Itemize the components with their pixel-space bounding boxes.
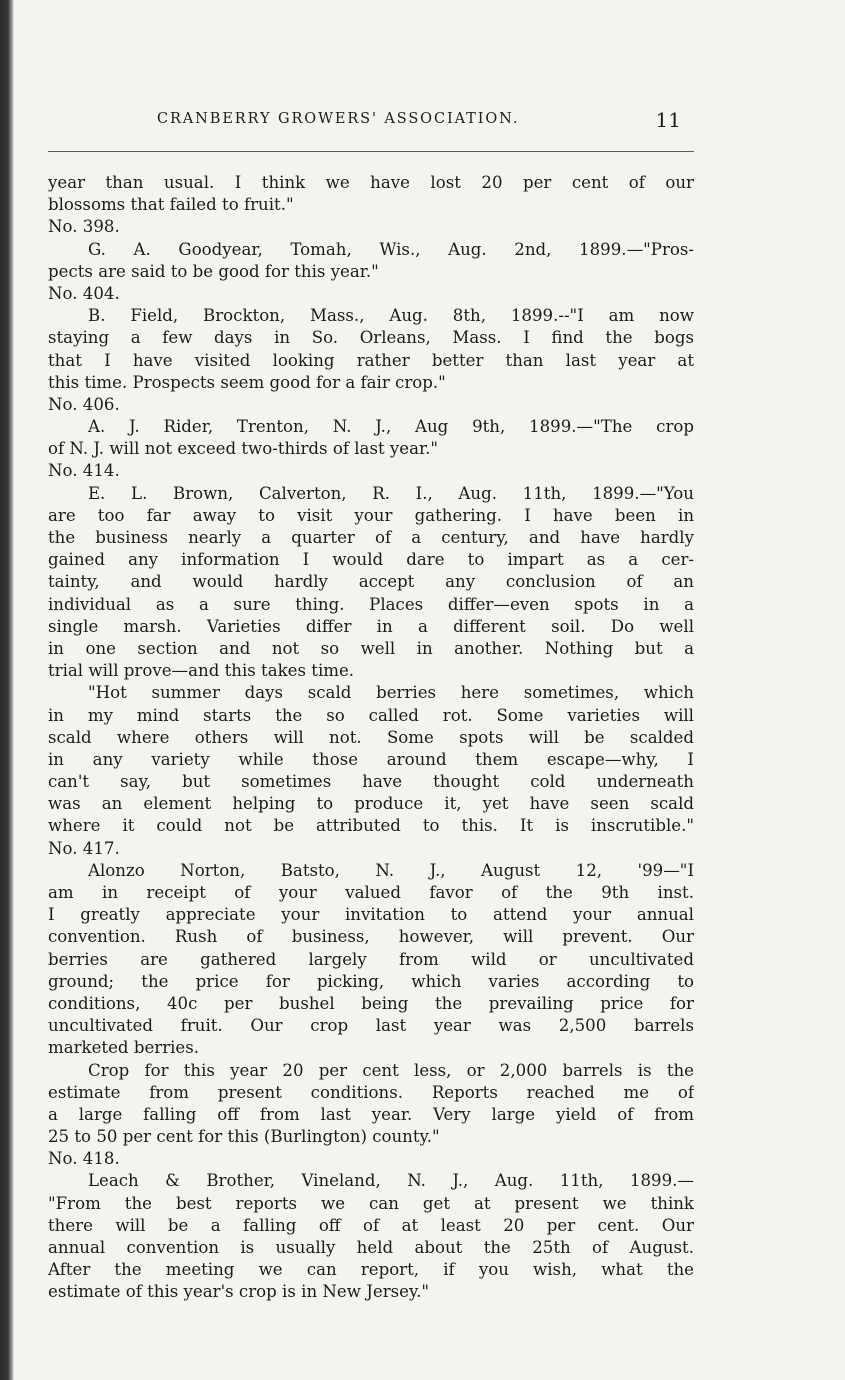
text-line: estimate of this year's crop is in New Jersey." [48,1282,430,1302]
text-line: the business nearly a quarter of a century, and have hardly [48,528,694,547]
text-line: annual convention is usually held about the 25th of August. [48,1238,694,1257]
text-line: scald where others will not. Some spots will be scalded [48,727,694,747]
text-line: After the meeting we can report, if you wish, what the [48,1260,694,1280]
text-line: gained any information I would dare to impart as a cer- [48,550,694,570]
entry-number: No. 406. [48,394,120,414]
text-line: marketed berries. [48,1038,200,1058]
text-line: "Hot summer days scald berries here sometimes, which [88,683,694,703]
page-binding-shadow [0,0,14,1380]
text-line: "From the best reports we can get at present we think [48,1193,694,1213]
text-line: in any variety while those around them escape—why, I [48,749,694,769]
text-line: convention. Rush of business, however, will prevent. Our [48,927,694,947]
text-line: am in receipt of your valued favor of the 9th inst. [48,883,694,902]
text-line: A. J. Rider, Trenton, N. J., Aug 9th, 1899.—"The crop [88,417,694,437]
text-line: conditions, 40c per bushel being the prevailing price for [48,993,694,1013]
text-line: G. A. Goodyear, Tomah, Wis., Aug. 2nd, 1899.—"Pros- [88,239,694,259]
text-line: in my mind starts the so called rot. Some varieties will [48,705,694,725]
text-line: where it could not be attributed to this. It is inscrutible." [48,816,694,836]
text-line: a large falling off from last year. Very large yield of from [48,1104,694,1124]
text-line: estimate from present conditions. Reports reached me of [48,1082,694,1102]
text-line: trial will prove—and this takes time. [48,661,355,681]
page-header [157,108,687,137]
text-line: was an element helping to produce it, yet have seen scald [48,794,694,814]
text-line: Leach & Brother, Vineland, N. J., Aug. 11th, 1899.— [88,1171,694,1191]
text-line: this time. Prospects seem good for a fair crop." [48,372,446,392]
text-line: of N. J. will not exceed two-thirds of last year." [48,439,439,459]
text-line: single marsh. Varieties differ in a different soil. Do well [48,616,694,636]
text-line: year than usual. I think we have lost 20 per cent of our [48,173,694,192]
text-line: Alonzo Norton, Batsto, N. J., August 12, '99—"I [88,860,694,880]
text-line: E. L. Brown, Calverton, R. I., Aug. 11th, 1899.—"You [88,483,694,503]
header-rule [48,151,694,152]
text-line: individual as a sure thing. Places differ—even spots in a [48,594,694,614]
entry-number: No. 414. [48,461,120,481]
text-line: tainty, and would hardly accept any conclusion of an [48,572,694,592]
text-line: can't say, but sometimes have thought cold underneath [48,772,694,792]
text-line: Crop for this year 20 per cent less, or 2,000 barrels is the [88,1060,694,1080]
text-line: 25 to 50 per cent for this (Burlington) county." [48,1127,440,1147]
text-line: there will be a falling off of at least 20 per cent. Our [48,1215,694,1235]
text-line: uncultivated fruit. Our crop last year was 2,500 barrels [48,1016,694,1036]
text-line: pects are said to be good for this year." [48,261,379,281]
entry-number: No. 398. [48,217,120,237]
text-line: staying a few days in So. Orleans, Mass. I find the bogs [48,328,694,348]
page-number: 11 [655,108,681,132]
text-line: that I have visited looking rather better than last year at [48,350,694,370]
text-line: blossoms that failed to fruit." [48,195,294,215]
running-head: CRANBERRY GROWERS' ASSOCIATION. [157,111,520,127]
text-line: B. Field, Brockton, Mass., Aug. 8th, 1899.--"I am now [88,306,694,326]
page-body [48,172,694,1304]
text-line: berries are gathered largely from wild or uncultivated [48,949,694,969]
entry-number: No. 418. [48,1149,120,1169]
entry-number: No. 417. [48,838,120,858]
text-line: I greatly appreciate your invitation to attend your annual [48,905,694,925]
text-line: are too far away to visit your gathering. I have been in [48,505,694,525]
text-line: ground; the price for picking, which varies according to [48,971,694,991]
text-line: in one section and not so well in another. Nothing but a [48,638,694,658]
entry-number: No. 404. [48,283,120,303]
